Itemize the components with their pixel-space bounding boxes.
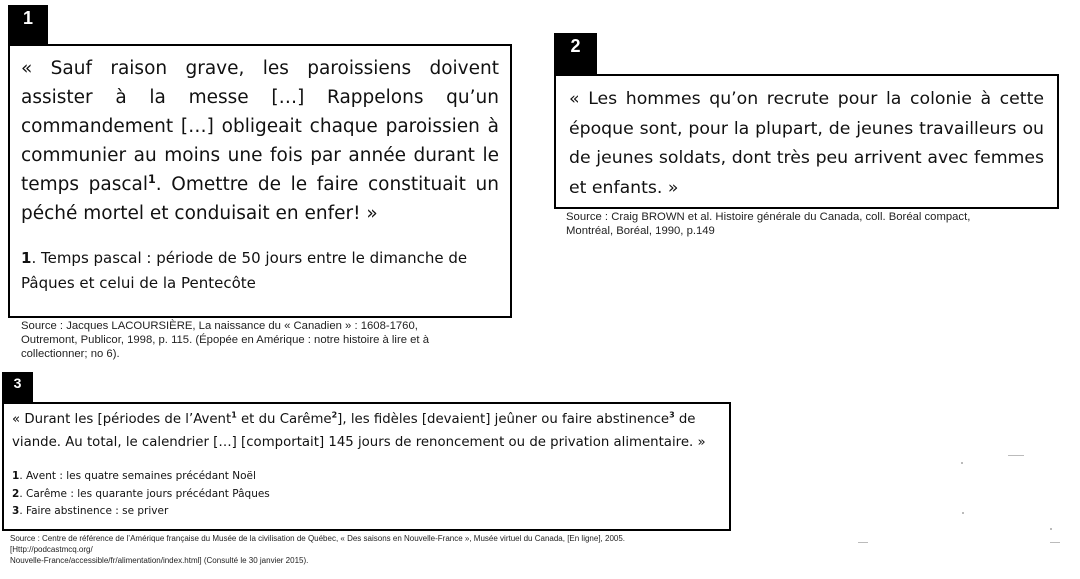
document-3-number-tag (2, 372, 33, 403)
document-1-footnote: 1. Temps pascal : période de 50 jours entre le dimanche de Pâques et celui de la Pentecôte (21, 249, 468, 292)
document-1-number: 1 (22, 8, 33, 28)
scan-speck (858, 542, 868, 543)
document-3-quote: « Durant les [périodes de l’Avent$^1$ et du Carême$^2$], les fidèles [devaient] jeûner ou faire abstinence$^3$ de viande. Au total, le calendrier […] [comportait] 145 jours de renoncement ou de privation alimentaire. » (12, 410, 706, 450)
scan-speck (962, 512, 964, 514)
document-1-quote: « Sauf raison grave, les paroissiens doivent assister à la messe […] Rappelons qu’un commandement […] obligeait chaque paroissien à communier au moins une fois par année durant le temps pascal$^1$. Omettre de le faire constituait un péché mortel et conduisait en enfer! » (21, 58, 499, 224)
document-2-quote: « Les hommes qu’on recrute pour la colonie à cette époque sont, pour la plupart, de jeunes travailleurs ou de jeunes soldats, dont très peu arrivent avec femmes et enfants. » (569, 89, 1044, 198)
document-2-source: Source : Craig BROWN et al. Histoire générale du Canada, coll. Boréal compact, Montréal, Boréal, 1990, p.149 (566, 211, 971, 238)
document-1-source: Source : Jacques LACOURSIÈRE, La naissance du « Canadien » : 1608-1760, Outremont, Publicor, 1998, p. 115. (Épopée en Amérique : notre histoire à lire et à collectionner; no 6). (21, 320, 429, 361)
document-1-number-tag (8, 5, 48, 45)
scan-speck (961, 462, 963, 464)
document-2-number-tag (554, 33, 597, 75)
document-1-box (8, 44, 512, 318)
document-2-number: 2 (570, 36, 581, 56)
document-3-footnote: 3. Faire abstinence : se priver (12, 505, 169, 517)
scan-speck (1050, 542, 1060, 543)
document-3-source: Source : Centre de référence de l’Amérique française du Musée de la civilisation de Québec, « Des saisons en Nouvelle-France », Musée virtuel du Canada, [En ligne], 2005. [Http://podcastmcq.org/ Nouvelle-France/accessible/fr/alimentation/index.html] (Consulté le 30 janvier 2015). (10, 534, 626, 566)
document-3-number: 3 (13, 375, 22, 391)
document-1-quote-superscript: 1 (148, 172, 156, 186)
document-3-footnotes (12, 468, 721, 521)
scan-speck (1050, 528, 1052, 530)
scan-speck (1008, 455, 1024, 456)
document-2-box (554, 74, 1059, 209)
document-3-footnote: 1. Avent : les quatre semaines précédant Noël (12, 470, 256, 482)
document-3-box (2, 402, 731, 531)
document-3-footnote: 2. Carême : les quarante jours précédant Pâques (12, 487, 270, 500)
